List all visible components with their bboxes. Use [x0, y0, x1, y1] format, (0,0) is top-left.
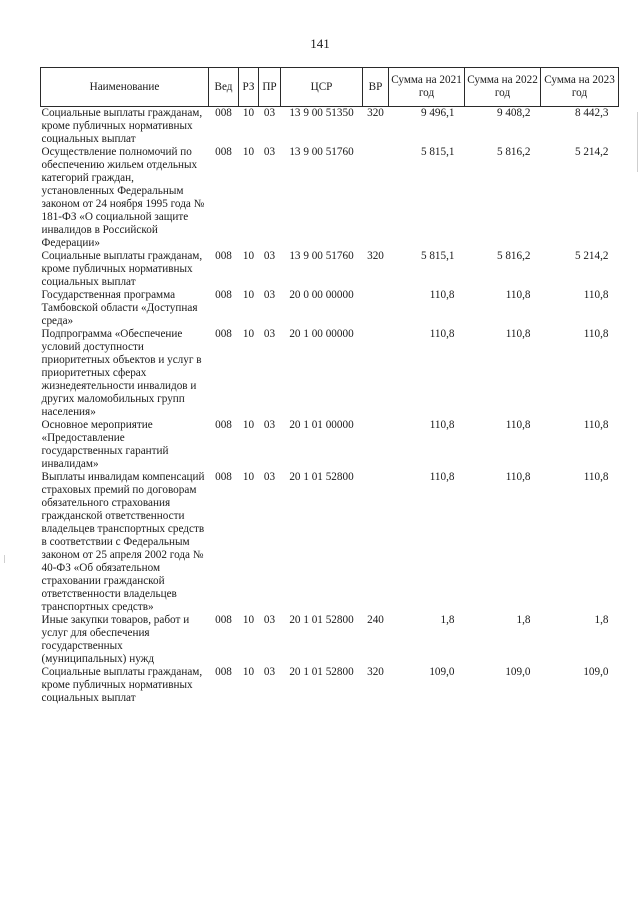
table-header-row	[41, 68, 619, 107]
row-sum-2023: 110,8	[583, 289, 609, 301]
row-pr: 03	[263, 328, 276, 340]
row-pr: 03	[263, 250, 276, 262]
row-vr: 320	[367, 107, 384, 119]
row-sum-2023: 110,8	[583, 328, 609, 340]
row-csr: 20 1 01 00000	[289, 419, 354, 431]
row-pr: 03	[263, 419, 276, 431]
page-number: 141	[310, 36, 330, 51]
row-sum-2021: 1,8	[440, 614, 455, 626]
row-csr: 20 0 00 00000	[289, 289, 354, 301]
budget-table	[40, 67, 619, 705]
table-row	[41, 419, 619, 471]
row-name: Социальные выплаты гражданам, кроме публичных нормативных социальных выплат	[41, 107, 203, 145]
row-ved: 008	[215, 146, 232, 158]
row-csr: 13 9 00 51760	[289, 250, 354, 262]
row-sum-2021: 9 496,1	[420, 107, 455, 119]
row-sum-2023: 110,8	[583, 419, 609, 431]
row-rz: 10	[242, 471, 255, 483]
header-rz: РЗ	[239, 68, 259, 107]
row-rz: 10	[242, 146, 255, 158]
row-vr	[363, 289, 389, 328]
row-pr: 03	[263, 471, 276, 483]
row-sum-2021: 110,8	[429, 289, 455, 301]
row-sum-2023: 110,8	[583, 471, 609, 483]
table-row	[41, 614, 619, 666]
row-sum-2022: 110,8	[505, 289, 531, 301]
row-rz: 10	[242, 328, 255, 340]
table-row	[41, 289, 619, 328]
row-name: Выплаты инвалидам компенсаций страховых премий по договорам обязательного страхования гражданской ответственности владельцев транспортных средств в соответствии с Федеральным законом от 25 апреля 2002 года № 40-ФЗ «Об обязательном страховании гражданской ответственности владельцев транспортных средств»	[41, 471, 205, 613]
row-sum-2022: 5 816,2	[496, 250, 531, 262]
table-row	[41, 328, 619, 419]
header-sum-2021: Сумма на 2021 год	[389, 68, 465, 107]
table-row	[41, 250, 619, 289]
row-sum-2022: 110,8	[505, 471, 531, 483]
row-name: Подпрограмма «Обеспечение условий доступности приоритетных объектов и услуг в приоритетных сферах жизнедеятельности инвалидов и других маломобильных групп населения»	[41, 328, 202, 418]
row-sum-2023: 5 214,2	[574, 250, 609, 262]
row-vr: 320	[367, 250, 384, 262]
row-name: Основное мероприятие «Предоставление государственных гарантий инвалидам»	[41, 419, 169, 470]
row-sum-2021: 110,8	[429, 471, 455, 483]
row-sum-2023: 1,8	[594, 614, 609, 626]
row-csr: 20 1 01 52800	[289, 614, 354, 626]
row-name: Социальные выплаты гражданам, кроме публичных нормативных социальных выплат	[41, 250, 203, 288]
row-name: Государственная программа Тамбовской области «Доступная среда»	[41, 289, 198, 327]
row-csr: 20 1 01 52800	[289, 471, 354, 483]
row-sum-2023: 8 442,3	[574, 107, 609, 119]
row-sum-2021: 110,8	[429, 328, 455, 340]
row-csr: 20 1 01 52800	[289, 666, 354, 678]
header-name: Наименование	[41, 68, 209, 107]
header-csr: ЦСР	[281, 68, 363, 107]
row-ved: 008	[215, 250, 232, 262]
row-ved: 008	[215, 289, 232, 301]
table-row	[41, 471, 619, 614]
table-row	[41, 666, 619, 705]
row-rz: 10	[242, 289, 255, 301]
row-sum-2022: 9 408,2	[496, 107, 531, 119]
row-name: Иные закупки товаров, работ и услуг для обеспечения государственных (муниципальных) нужд	[41, 614, 190, 665]
row-ved: 008	[215, 471, 232, 483]
row-rz: 10	[242, 666, 255, 678]
row-rz: 10	[242, 250, 255, 262]
row-sum-2023: 109,0	[583, 666, 609, 678]
row-vr: 240	[367, 614, 384, 626]
row-csr: 13 9 00 51760	[289, 146, 354, 158]
row-sum-2022: 110,8	[505, 419, 531, 431]
row-rz: 10	[242, 107, 255, 119]
row-rz: 10	[242, 614, 255, 626]
row-pr: 03	[263, 289, 276, 301]
row-rz: 10	[242, 419, 255, 431]
header-sum-2022: Сумма на 2022 год	[465, 68, 541, 107]
row-sum-2022: 110,8	[505, 328, 531, 340]
row-sum-2022: 109,0	[505, 666, 531, 678]
row-vr: 320	[367, 666, 384, 678]
row-ved: 008	[215, 614, 232, 626]
row-sum-2022: 1,8	[516, 614, 531, 626]
row-pr: 03	[263, 666, 276, 678]
row-sum-2021: 5 815,1	[420, 250, 455, 262]
row-sum-2022: 5 816,2	[496, 146, 531, 158]
row-ved: 008	[215, 419, 232, 431]
row-vr	[363, 471, 389, 614]
row-vr	[363, 146, 389, 250]
row-csr: 20 1 00 00000	[289, 328, 354, 340]
row-name: Социальные выплаты гражданам, кроме публичных нормативных социальных выплат	[41, 666, 203, 704]
row-ved: 008	[215, 107, 232, 119]
row-sum-2023: 5 214,2	[574, 146, 609, 158]
row-pr: 03	[263, 107, 276, 119]
row-ved: 008	[215, 328, 232, 340]
row-name: Осуществление полномочий по обеспечению жильем отдельных категорий граждан, установленных Федеральным законом от 24 ноября 1995 года № 181-ФЗ «О социальной защите инвалидов в Российской Федерации»	[41, 146, 205, 249]
row-vr	[363, 419, 389, 471]
scan-edge-mark	[637, 112, 638, 172]
table-row	[41, 107, 619, 147]
row-ved: 008	[215, 666, 232, 678]
row-sum-2021: 5 815,1	[420, 146, 455, 158]
scan-edge-mark	[4, 555, 5, 563]
row-vr	[363, 328, 389, 419]
row-pr: 03	[263, 614, 276, 626]
row-sum-2021: 109,0	[429, 666, 455, 678]
header-pr: ПР	[259, 68, 281, 107]
header-vr: ВР	[363, 68, 389, 107]
header-sum-2023: Сумма на 2023 год	[541, 68, 619, 107]
row-sum-2021: 110,8	[429, 419, 455, 431]
row-csr: 13 9 00 51350	[289, 107, 354, 119]
header-ved: Вед	[209, 68, 239, 107]
row-pr: 03	[263, 146, 276, 158]
table-row	[41, 146, 619, 250]
